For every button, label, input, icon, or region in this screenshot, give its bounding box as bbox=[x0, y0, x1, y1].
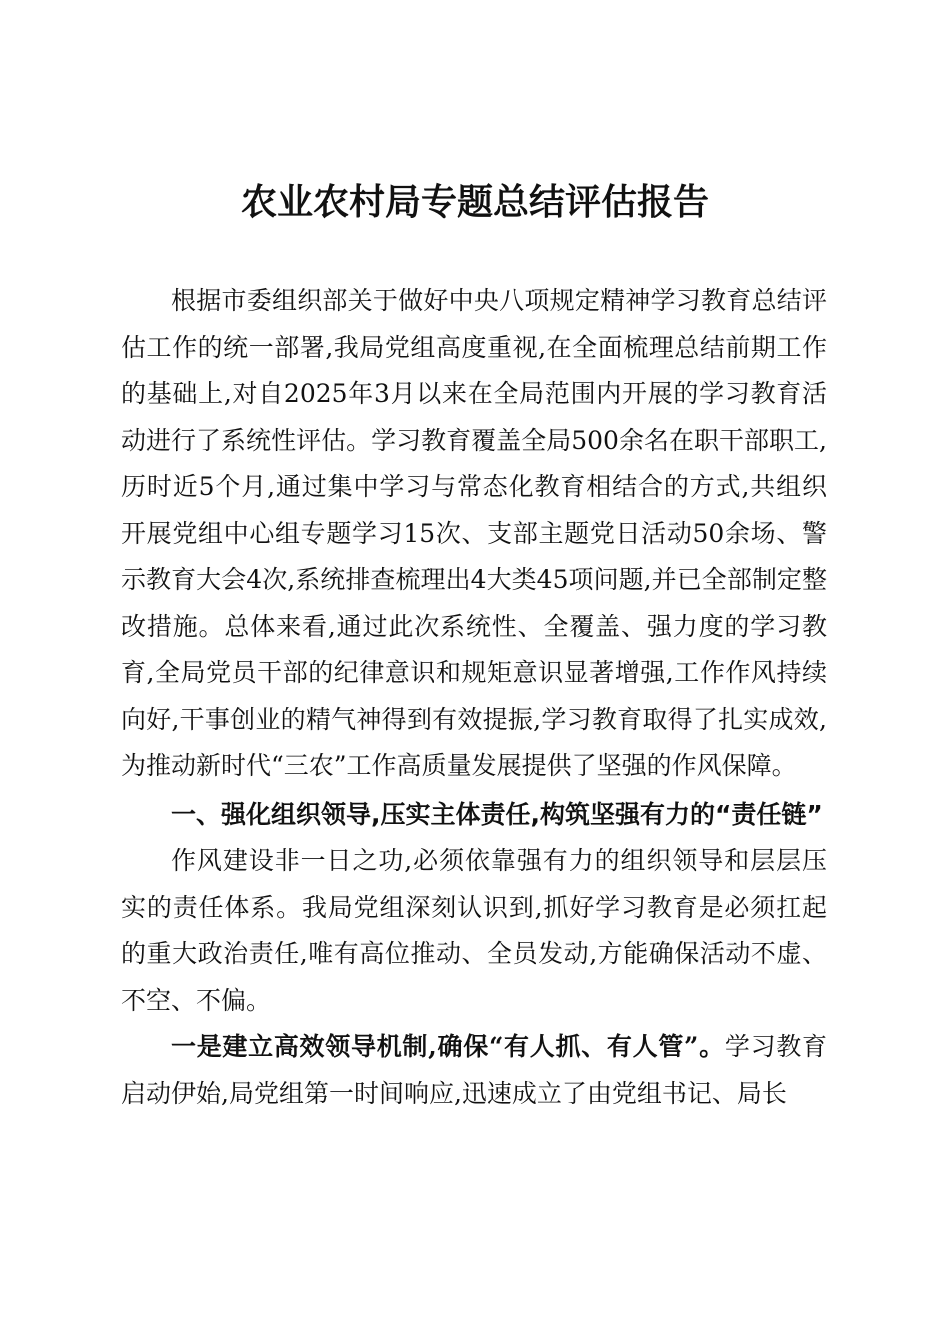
document-title: 农业农村局专题总结评估报告 bbox=[240, 181, 709, 223]
section-1-paragraph: 作风建设非一日之功,必须依靠强有力的组织领导和层层压实的责任体系。我局党组深刻认识到,抓好学习教育是必须扛起的重大政治责任,唯有高位推动、全员发动,方能确保活动不虚、不空、不偏。 bbox=[121, 846, 827, 1015]
intro-paragraph: 根据市委组织部关于做好中央八项规定精神学习教育总结评估工作的统一部署,我局党组高度重视,在全面梳理总结前期工作的基础上,对自2025年3月以来在全局范围内开展的学习教育活动进行了系统性评估。学习教育覆盖全局500余名在职干部职工,历时近5个月,通过集中学习与常态化教育相结合的方式,共组织开展党组中心组专题学习15次、支部主题党日活动50余场、警示教育大会4次,系统排查梳理出4大类45项问题,并已全部制定整改措施。总体来看,通过此次系统性、全覆盖、强力度的学习教育,全局党员干部的纪律意识和规矩意识显著增强,工作作风持续向好,干事创业的精气神得到有效提振,学习教育取得了扎实成效,为推动新时代“三农”工作高质量发展提供了坚强的作风保障。 bbox=[121, 286, 827, 780]
point-1-lead: 一是建立高效领导机制,确保“有人抓、有人管”。 bbox=[171, 1032, 725, 1061]
point-1-paragraph bbox=[121, 1024, 827, 1117]
point-1-text: 学习教育启动伊始,局党组第一时间响应,迅速成立了由党组书记、局长 bbox=[121, 1032, 827, 1108]
document-body bbox=[121, 278, 827, 1117]
section-heading-1: 一、强化组织领导,压实主体责任,构筑坚强有力的“责任链” bbox=[171, 799, 823, 829]
